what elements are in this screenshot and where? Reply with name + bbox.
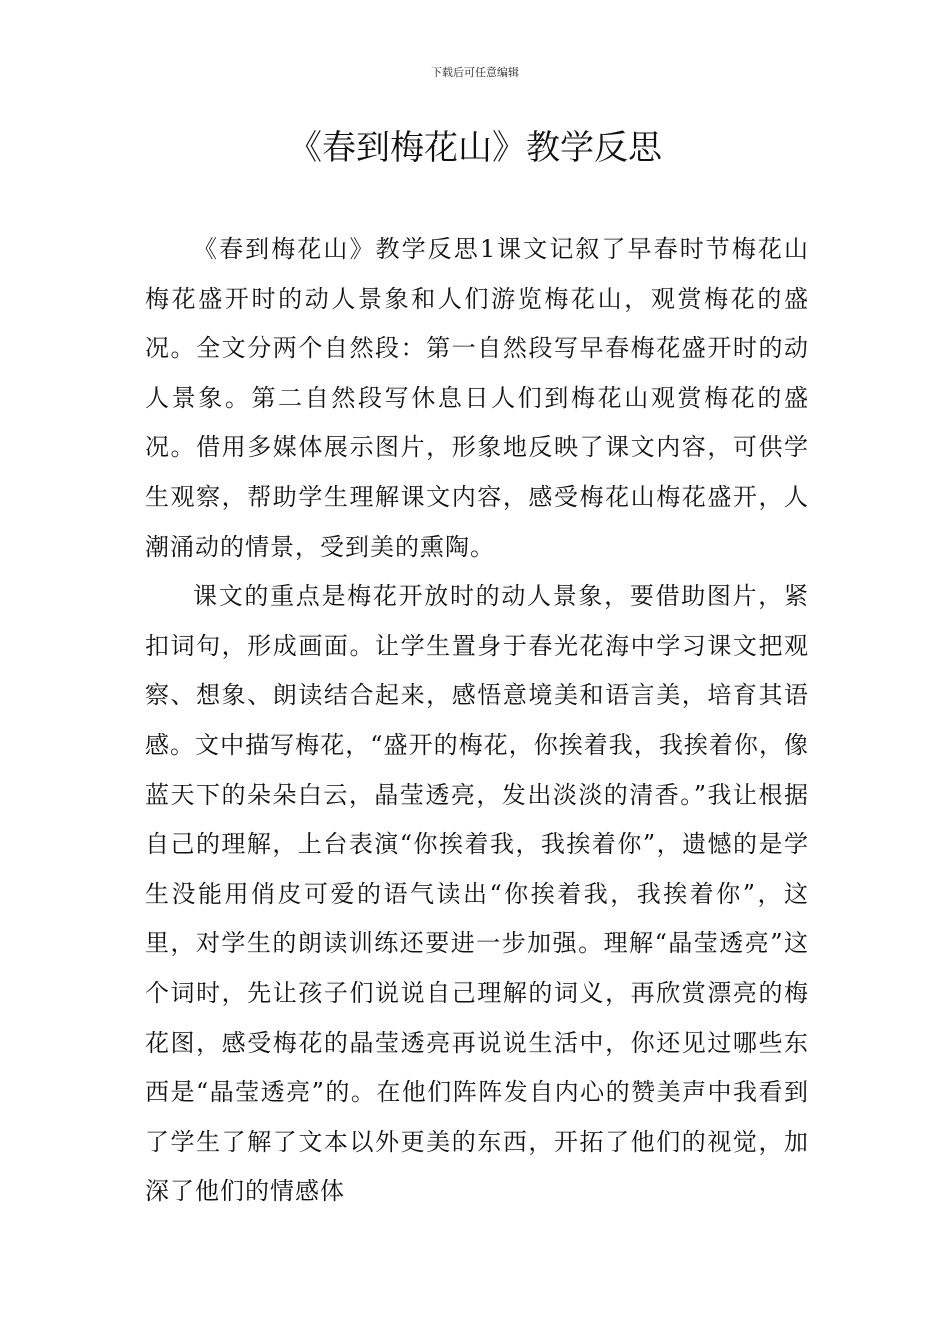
header-note: 下载后可任意编辑: [431, 66, 519, 79]
document-title: 《春到梅花山》教学反思: [288, 128, 662, 168]
document-body: [145, 225, 809, 1217]
paragraph-1: 《春到梅花山》教学反思1课文记叙了早春时节梅花山梅花盛开时的动人景象和人们游览梅花山，观赏梅花的盛况。全文分两个自然段：第一自然段写早春梅花盛开时的动人景象。第二自然段写休息日人们到梅花山观赏梅花的盛况。借用多媒体展示图片，形象地反映了课文内容，可供学生观察，帮助学生理解课文内容，感受梅花山梅花盛开，人潮涌动的情景，受到美的熏陶。: [145, 235, 809, 561]
paragraph-2: 课文的重点是梅花开放时的动人景象，要借助图片，紧扣词句，形成画面。让学生置身于春光花海中学习课文把观察、想象、朗读结合起来，感悟意境美和语言美，培育其语感。文中描写梅花，“盛开的梅花，你挨着我，我挨着你，像蓝天下的朵朵白云，晶莹透亮，发出淡淡的清香。”我让根据自己的理解，上台表演“你挨着我，我挨着你”，遗憾的是学生没能用俏皮可爱的语气读出“你挨着我，我挨着你”，这里，对学生的朗读训练还要进一步加强。理解“晶莹透亮”这个词时，先让孩子们说说自己理解的词义，再欣赏漂亮的梅花图，感受梅花的晶莹透亮再说说生活中，你还见过哪些东西是“晶莹透亮”的。在他们阵阵发自内心的赞美声中我看到了学生了解了文本以外更美的东西，开拓了他们的视觉，加深了他们的情感体: [145, 582, 809, 1206]
